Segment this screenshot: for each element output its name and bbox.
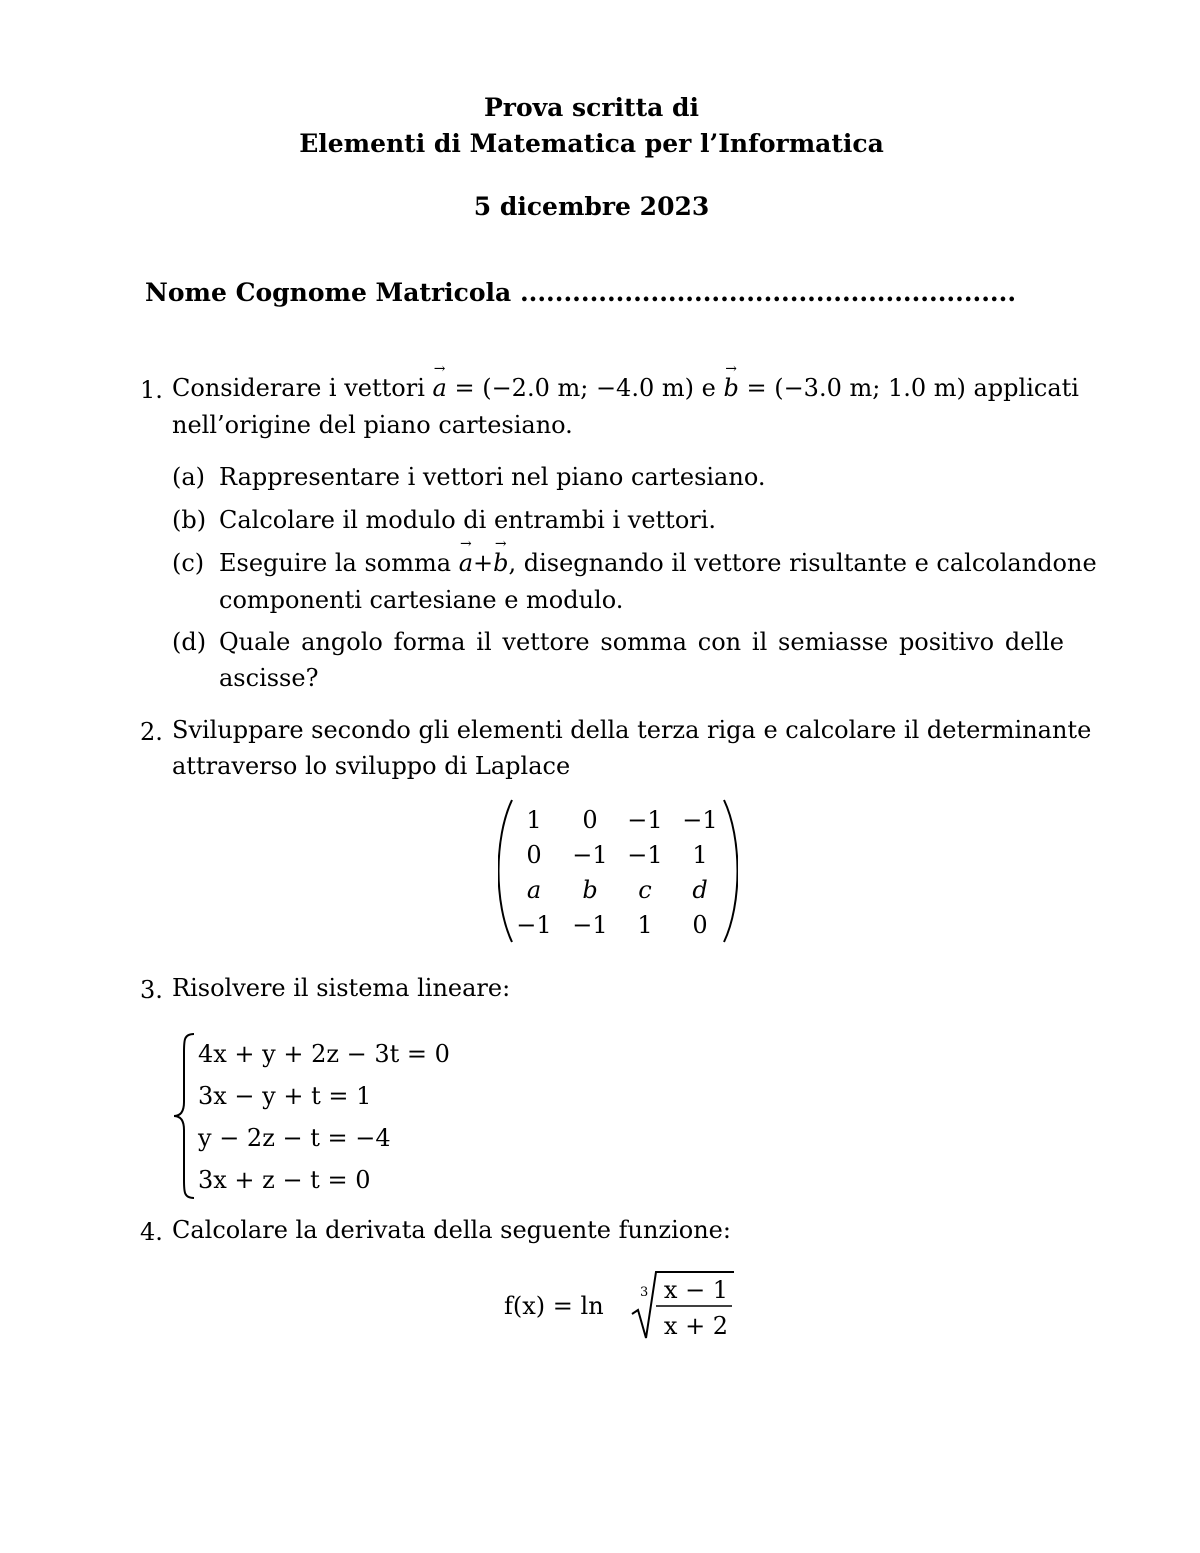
q3-text: Risolvere il sistema lineare: <box>172 974 511 1002</box>
q1-item-a-text: Rappresentare i vettori nel piano cartesiano. <box>219 463 766 491</box>
q4-text: Calcolare la derivata della seguente funzione: <box>172 1216 731 1244</box>
q1-item-a-label: (a) <box>172 463 206 491</box>
fraction-numerator: x − 1 <box>663 1276 729 1304</box>
q2-number: 2. <box>140 718 163 746</box>
root-index: 3 <box>640 1285 649 1300</box>
q2-line-2: attraverso lo sviluppo di Laplace <box>172 752 571 780</box>
student-info-line: Nome Cognome Matricola ......................................................... <box>145 278 1017 307</box>
q1-item-c-line-1 <box>219 549 1097 577</box>
matrix-cell: −1 <box>572 841 608 869</box>
matrix-cell: −1 <box>516 911 552 939</box>
function-lhs: f(x) = ln <box>504 1292 604 1320</box>
matrix-cell: −1 <box>572 911 608 939</box>
laplace-matrix <box>498 798 738 944</box>
matrix-cell: c <box>638 876 652 904</box>
matrix-cell: 1 <box>637 911 653 939</box>
q1-item-c-label: (c) <box>172 549 205 577</box>
matrix-cell: −1 <box>627 806 663 834</box>
equation: 3x − y + t = 1 <box>198 1082 372 1110</box>
q1-item-b-label: (b) <box>172 506 207 534</box>
equation: 4x + y + 2z − 3t = 0 <box>198 1040 450 1068</box>
exam-date: 5 dicembre 2023 <box>473 192 710 221</box>
q1-item-c-text: Eseguire la somma <box>219 549 452 577</box>
q1-item-d-line-2: ascisse? <box>219 664 319 692</box>
matrix-cell: 1 <box>526 806 542 834</box>
q1-number: 1. <box>140 376 163 404</box>
q1-item-c-line-2: componenti cartesiane e modulo. <box>219 586 624 614</box>
q1-item-c-text-post: , disegnando il vettore risultante e calcolandone <box>508 549 1097 577</box>
q4-number: 4. <box>140 1218 163 1246</box>
matrix-cell: −1 <box>682 806 718 834</box>
equation: y − 2z − t = −4 <box>198 1124 391 1152</box>
vector-a: → a <box>433 376 447 400</box>
q1-item-d-label: (d) <box>172 628 207 656</box>
title-line-1: Prova scritta di <box>483 93 699 122</box>
matrix-cell: d <box>692 876 708 904</box>
matrix-cell: 0 <box>582 806 598 834</box>
sum-vector-b: → b <box>493 551 508 575</box>
q1-line-1 <box>172 374 1079 402</box>
title-line-2: Elementi di Matematica per l’Informatica <box>299 129 884 158</box>
matrix-cell: 1 <box>692 841 708 869</box>
fraction-denominator: x + 2 <box>663 1312 729 1340</box>
q1-vector-b-value: = (−3.0 m; 1.0 m) applicati <box>746 374 1079 402</box>
equation: 3x + z − t = 0 <box>198 1166 371 1194</box>
q2-line-1: Sviluppare secondo gli elementi della terza riga e calcolare il determinante <box>172 716 1092 744</box>
sum-plus: + <box>473 549 494 577</box>
matrix-cell: b <box>582 876 598 904</box>
matrix-cell: 0 <box>692 911 708 939</box>
q1-vector-a-value: = (−2.0 m; −4.0 m) e <box>454 374 716 402</box>
matrix-cell: −1 <box>627 841 663 869</box>
linear-system <box>172 1032 492 1200</box>
matrix-cell: a <box>526 876 542 904</box>
sum-vector-a: → a <box>459 551 473 575</box>
system-brace <box>172 1032 198 1200</box>
function-formula <box>504 1268 744 1348</box>
q1-text: Considerare i vettori <box>172 374 425 402</box>
q1-item-d-text: Quale angolo forma il vettore somma con il semiasse positivo delle <box>219 628 1064 656</box>
matrix-cell: 0 <box>526 841 542 869</box>
q3-number: 3. <box>140 976 163 1004</box>
q1-line-2: nell’origine del piano cartesiano. <box>172 411 573 439</box>
vector-b: → b <box>723 376 738 400</box>
q1-item-b-text: Calcolare il modulo di entrambi i vettori. <box>219 506 717 534</box>
